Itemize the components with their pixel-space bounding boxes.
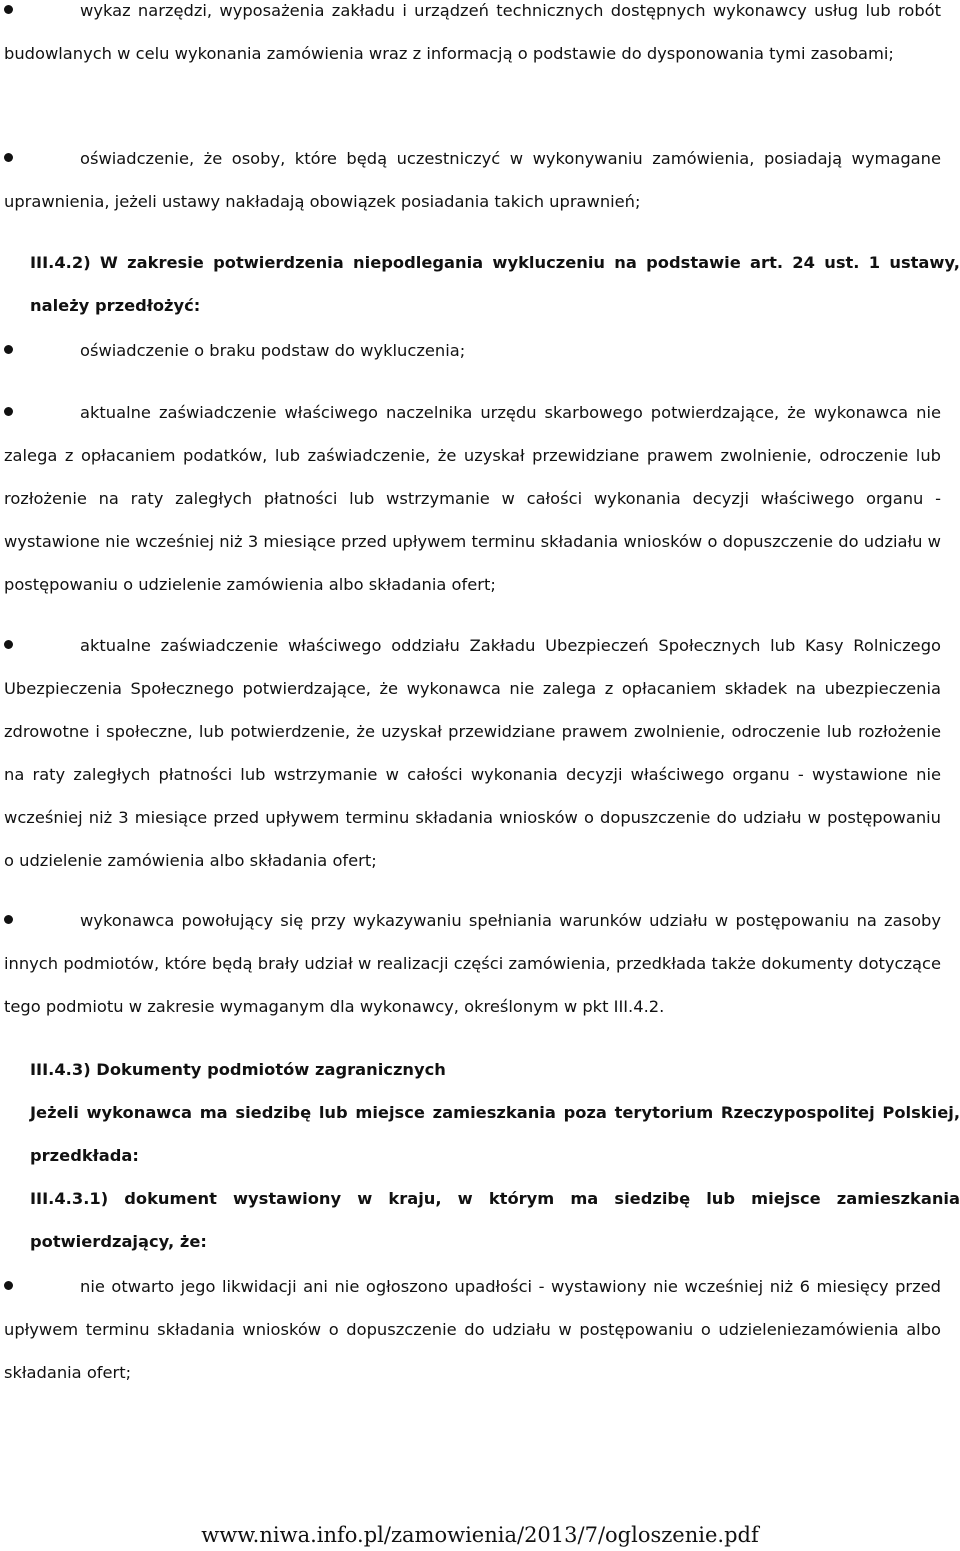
list-item-text: aktualne zaświadczenie właściwego oddziału Zakładu Ubezpieczeń Społecznych lub Kasy Rolniczego Ubezpieczenia Społecznego potwierdzające, że wykonawca nie zalega z opłacaniem składek na ubezpieczenia zdrowotne i społeczne, lub potwierdzenie, że uzyskał przewidziane prawem zwolnienie, odroczenie lub rozłożenie na raty zaległych płatności lub wstrzymanie w całości wykonania decyzji właściwego organu - wystawione nie wcześniej niż 3 miesiące przed upływem terminu składania wniosków o dopuszczenie do udziału w postępowaniu o udzielenie zamówienia albo składania ofert; [4, 636, 941, 870]
section-heading: III.4.2) W zakresie potwierdzenia niepodlegania wykluczeniu na podstawie art. 24 ust. 1 ustawy, należy przedłożyć: [30, 253, 960, 315]
bullet-icon [4, 345, 13, 354]
list-item-text: oświadczenie, że osoby, które będą uczestniczyć w wykonywaniu zamówienia, posiadają wymagane uprawnienia, jeżeli ustawy nakładają obowiązek posiadania takich uprawnień; [4, 149, 941, 211]
list-item-text: wykaz narzędzi, wyposażenia zakładu i urządzeń technicznych dostępnych wykonawcy usług lub robót budowlanych w celu wykonania zamówienia wraz z informacją o podstawie do dysponowania tymi zasobami; [4, 1, 941, 63]
list-item [4, 899, 941, 1028]
list-item [4, 1265, 941, 1394]
section-heading: III.4.3.1) dokument wystawiony w kraju, w którym ma siedzibę lub miejsce zamieszkania potwierdzający, że: [30, 1189, 960, 1251]
list-item-text: wykonawca powołujący się przy wykazywaniu spełniania warunków udziału w postępowaniu na zasoby innych podmiotów, które będą brały udział w realizacji części zamówienia, przedkłada także dokumenty dotyczące tego podmiotu w zakresie wymaganym dla wykonawcy, określonym w pkt III.4.2. [4, 911, 941, 1016]
list-item [4, 0, 941, 75]
bullet-icon [4, 915, 13, 924]
list-item-text: oświadczenie o braku podstaw do wykluczenia; [80, 341, 466, 360]
list-item [4, 137, 941, 223]
list-item [4, 391, 941, 606]
section-heading: III.4.3) Dokumenty podmiotów zagranicznych [30, 1060, 446, 1079]
bullet-icon [4, 640, 13, 649]
list-item-text: aktualne zaświadczenie właściwego naczelnika urzędu skarbowego potwierdzające, że wykonawca nie zalega z opłacaniem podatków, lub zaświadczenie, że uzyskał przewidziane prawem zwolnienie, odroczenie lub rozłożenie na raty zaległych płatności lub wstrzymanie w całości wykonania decyzji właściwego organu - wystawione nie wcześniej niż 3 miesiące przed upływem terminu składania wniosków o dopuszczenie do udziału w postępowaniu o udzielenie zamówienia albo składania ofert; [4, 403, 941, 594]
bullet-icon [4, 5, 13, 14]
list-item [4, 329, 941, 372]
list-item-text: nie otwarto jego likwidacji ani nie ogłoszono upadłości - wystawiony nie wcześniej niż 6 miesięcy przed upływem terminu składania wniosków o dopuszczenie do udziału w postępowaniu o udzieleniezamówienia albo składania ofert; [4, 1277, 941, 1382]
bullet-icon [4, 1281, 13, 1290]
page-footer-url: www.niwa.info.pl/zamowienia/2013/7/ogloszenie.pdf [201, 1523, 759, 1547]
bullet-icon [4, 407, 13, 416]
bullet-icon [4, 153, 13, 162]
list-item [4, 624, 941, 882]
section-heading: Jeżeli wykonawca ma siedzibę lub miejsce zamieszkania poza terytorium Rzeczypospolitej Polskiej, przedkłada: [30, 1103, 960, 1165]
